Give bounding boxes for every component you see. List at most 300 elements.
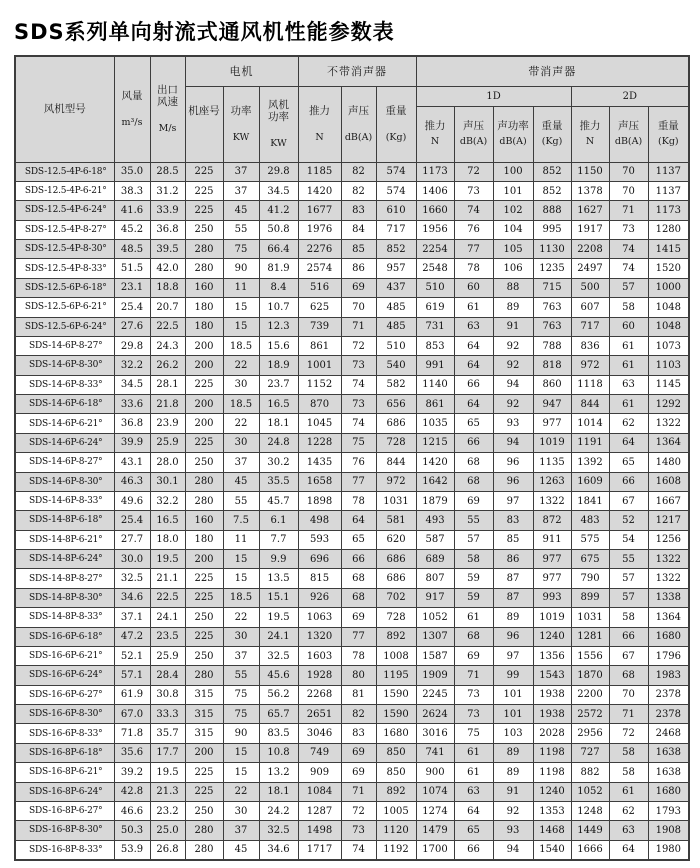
- value-cell: 82: [341, 162, 376, 181]
- value-cell: 68: [609, 666, 648, 685]
- value-cell: 15: [223, 298, 259, 317]
- table-row: [15, 550, 689, 569]
- value-cell: 68: [454, 627, 493, 646]
- value-cell: 250: [185, 453, 223, 472]
- value-cell: 102: [493, 201, 533, 220]
- value-cell: 1356: [533, 646, 571, 665]
- value-cell: 977: [533, 414, 571, 433]
- weight-unit: (Kg): [658, 136, 679, 147]
- value-cell: 74: [609, 259, 648, 278]
- model-cell: SDS-14-8P-8-27°: [15, 569, 114, 588]
- model-cell: SDS-12.5-6P-6-24°: [15, 317, 114, 336]
- value-cell: 1031: [571, 608, 609, 627]
- value-cell: 1217: [648, 511, 689, 530]
- value-cell: 34.6: [114, 588, 150, 607]
- value-cell: 15: [223, 317, 259, 336]
- value-cell: 30.1: [150, 472, 185, 491]
- outlet-velocity-label-line1: 出口: [157, 83, 178, 96]
- model-cell: SDS-14-6P-8-33°: [15, 375, 114, 394]
- value-cell: 24.2: [259, 801, 298, 820]
- value-cell: 225: [185, 162, 223, 181]
- value-cell: 96: [493, 453, 533, 472]
- value-cell: 32.2: [114, 356, 150, 375]
- value-cell: 280: [185, 821, 223, 840]
- value-cell: 25.0: [150, 821, 185, 840]
- value-cell: 972: [376, 472, 416, 491]
- model-cell: SDS-14-6P-6-18°: [15, 395, 114, 414]
- value-cell: 1019: [533, 608, 571, 627]
- value-cell: 47.2: [114, 627, 150, 646]
- value-cell: 1198: [533, 763, 571, 782]
- value-cell: 2574: [298, 259, 341, 278]
- value-cell: 1841: [571, 491, 609, 510]
- value-cell: 73: [341, 395, 376, 414]
- value-cell: 1660: [416, 201, 454, 220]
- model-cell: SDS-14-6P-8-33°: [15, 491, 114, 510]
- value-cell: 1406: [416, 181, 454, 200]
- value-cell: 807: [416, 569, 454, 588]
- value-cell: 1520: [648, 259, 689, 278]
- thrust-unit: N: [430, 136, 440, 147]
- value-cell: 24.1: [259, 627, 298, 646]
- value-cell: 45.6: [259, 666, 298, 685]
- value-cell: 59: [454, 588, 493, 607]
- value-cell: 75: [454, 724, 493, 743]
- value-cell: 1195: [376, 666, 416, 685]
- value-cell: 62: [609, 414, 648, 433]
- value-cell: 1556: [571, 646, 609, 665]
- value-cell: 1540: [533, 840, 571, 859]
- value-cell: 280: [185, 472, 223, 491]
- value-cell: 1680: [648, 627, 689, 646]
- value-cell: 105: [493, 240, 533, 259]
- value-cell: 18.8: [150, 278, 185, 297]
- col-header-sound-pressure: [341, 86, 376, 162]
- value-cell: 1215: [416, 433, 454, 452]
- value-cell: 250: [185, 646, 223, 665]
- col-header-fan-power: [259, 86, 298, 162]
- value-cell: 818: [533, 356, 571, 375]
- value-cell: 38.3: [114, 181, 150, 200]
- value-cell: 2268: [298, 685, 341, 704]
- value-cell: 1073: [648, 336, 689, 355]
- value-cell: 70: [609, 162, 648, 181]
- table-row: [15, 666, 689, 685]
- value-cell: 61: [454, 608, 493, 627]
- group-header-no-silencer: 不带消声器: [298, 56, 416, 86]
- table-row: [15, 840, 689, 859]
- value-cell: 61: [454, 298, 493, 317]
- value-cell: 85: [341, 240, 376, 259]
- model-cell: SDS-16-6P-6-21°: [15, 646, 114, 665]
- value-cell: 1796: [648, 646, 689, 665]
- value-cell: 19.5: [150, 550, 185, 569]
- value-cell: 656: [376, 395, 416, 414]
- value-cell: 13.2: [259, 763, 298, 782]
- value-cell: 844: [376, 453, 416, 472]
- value-cell: 1415: [648, 240, 689, 259]
- model-cell: SDS-16-6P-6-24°: [15, 666, 114, 685]
- value-cell: 68: [454, 472, 493, 491]
- table-row: [15, 375, 689, 394]
- value-cell: 1700: [416, 840, 454, 859]
- value-cell: 180: [185, 530, 223, 549]
- table-row: [15, 569, 689, 588]
- value-cell: 200: [185, 336, 223, 355]
- group-header-motor: 电机: [185, 56, 298, 86]
- value-cell: 87: [493, 588, 533, 607]
- thrust-unit: N: [315, 131, 324, 143]
- value-cell: 62: [609, 801, 648, 820]
- value-cell: 587: [416, 530, 454, 549]
- weight-unit: (Kg): [541, 136, 563, 147]
- value-cell: 728: [376, 608, 416, 627]
- value-cell: 485: [376, 317, 416, 336]
- value-cell: 1263: [533, 472, 571, 491]
- value-cell: 33.6: [114, 395, 150, 414]
- value-cell: 10.8: [259, 743, 298, 762]
- value-cell: 53.9: [114, 840, 150, 859]
- sound-pressure-label: 声压: [348, 104, 370, 117]
- value-cell: 717: [376, 220, 416, 239]
- value-cell: 2276: [298, 240, 341, 259]
- value-cell: 763: [533, 298, 571, 317]
- value-cell: 69: [341, 763, 376, 782]
- value-cell: 1338: [648, 588, 689, 607]
- page-title: SDS系列单向射流式通风机性能参数表: [14, 20, 395, 44]
- value-cell: 1717: [298, 840, 341, 859]
- value-cell: 45: [223, 840, 259, 859]
- value-cell: 25.4: [114, 298, 150, 317]
- value-cell: 702: [376, 588, 416, 607]
- table-row: [15, 685, 689, 704]
- value-cell: 91: [493, 782, 533, 801]
- value-cell: 27.6: [114, 317, 150, 336]
- value-cell: 1983: [648, 666, 689, 685]
- value-cell: 65.7: [259, 705, 298, 724]
- table-row: [15, 220, 689, 239]
- value-cell: 66.4: [259, 240, 298, 259]
- value-cell: 516: [298, 278, 341, 297]
- value-cell: 25.9: [150, 433, 185, 452]
- value-cell: 977: [533, 550, 571, 569]
- value-cell: 1140: [416, 375, 454, 394]
- value-cell: 2956: [571, 724, 609, 743]
- value-cell: 8.4: [259, 278, 298, 297]
- value-cell: 9.9: [259, 550, 298, 569]
- value-cell: 1256: [648, 530, 689, 549]
- table-row: [15, 433, 689, 452]
- value-cell: 101: [493, 685, 533, 704]
- model-cell: SDS-14-8P-8-33°: [15, 608, 114, 627]
- value-cell: 1658: [298, 472, 341, 491]
- value-cell: 1938: [533, 685, 571, 704]
- value-cell: 995: [533, 220, 571, 239]
- value-cell: 1793: [648, 801, 689, 820]
- value-cell: 25.4: [114, 511, 150, 530]
- value-cell: 21.1: [150, 569, 185, 588]
- value-cell: 1185: [298, 162, 341, 181]
- value-cell: 1609: [571, 472, 609, 491]
- power-label: 功率: [230, 104, 252, 117]
- col-header-1d-sound-pressure: [454, 106, 493, 162]
- value-cell: 19.5: [150, 763, 185, 782]
- value-cell: 70: [609, 181, 648, 200]
- value-cell: 83: [341, 724, 376, 743]
- value-cell: 58: [454, 550, 493, 569]
- value-cell: 1137: [648, 162, 689, 181]
- value-cell: 315: [185, 685, 223, 704]
- value-cell: 77: [454, 240, 493, 259]
- value-cell: 28.5: [150, 162, 185, 181]
- value-cell: 50.3: [114, 821, 150, 840]
- value-cell: 696: [298, 550, 341, 569]
- value-cell: 1879: [416, 491, 454, 510]
- value-cell: 1173: [648, 201, 689, 220]
- value-cell: 17.7: [150, 743, 185, 762]
- value-cell: 22: [223, 782, 259, 801]
- value-cell: 200: [185, 414, 223, 433]
- value-cell: 52: [609, 511, 648, 530]
- value-cell: 250: [185, 801, 223, 820]
- value-cell: 1008: [376, 646, 416, 665]
- value-cell: 160: [185, 511, 223, 530]
- value-cell: 250: [185, 608, 223, 627]
- col-header-2d-sound-pressure: [609, 106, 648, 162]
- value-cell: 607: [571, 298, 609, 317]
- value-cell: 57: [609, 588, 648, 607]
- value-cell: 1192: [376, 840, 416, 859]
- value-cell: 1320: [298, 627, 341, 646]
- value-cell: 1898: [298, 491, 341, 510]
- value-cell: 12.3: [259, 317, 298, 336]
- value-cell: 22.5: [150, 588, 185, 607]
- fan-power-unit: KW: [270, 137, 287, 149]
- value-cell: 1287: [298, 801, 341, 820]
- value-cell: 1449: [571, 821, 609, 840]
- model-cell: SDS-14-6P-8-27°: [15, 453, 114, 472]
- value-cell: 1480: [648, 453, 689, 472]
- model-cell: SDS-14-6P-8-30°: [15, 472, 114, 491]
- value-cell: 60: [609, 317, 648, 336]
- value-cell: 180: [185, 317, 223, 336]
- value-cell: 1274: [416, 801, 454, 820]
- value-cell: 72: [341, 801, 376, 820]
- value-cell: 485: [376, 298, 416, 317]
- value-cell: 2378: [648, 705, 689, 724]
- value-cell: 1031: [376, 491, 416, 510]
- value-cell: 18.5: [223, 336, 259, 355]
- value-cell: 11: [223, 530, 259, 549]
- value-cell: 83.5: [259, 724, 298, 743]
- value-cell: 46.3: [114, 472, 150, 491]
- value-cell: 10.7: [259, 298, 298, 317]
- value-cell: 1908: [648, 821, 689, 840]
- value-cell: 72: [454, 162, 493, 181]
- value-cell: 1938: [533, 705, 571, 724]
- value-cell: 94: [493, 840, 533, 859]
- value-cell: 1677: [298, 201, 341, 220]
- value-cell: 1048: [648, 317, 689, 336]
- value-cell: 93: [493, 821, 533, 840]
- value-cell: 280: [185, 259, 223, 278]
- model-cell: SDS-12.5-4P-6-18°: [15, 162, 114, 181]
- value-cell: 24.1: [150, 608, 185, 627]
- value-cell: 853: [416, 336, 454, 355]
- value-cell: 1322: [648, 569, 689, 588]
- value-cell: 225: [185, 782, 223, 801]
- value-cell: 81: [341, 685, 376, 704]
- model-cell: SDS-16-6P-6-27°: [15, 685, 114, 704]
- value-cell: 61: [454, 763, 493, 782]
- value-cell: 1045: [298, 414, 341, 433]
- value-cell: 250: [185, 220, 223, 239]
- value-cell: 73: [454, 181, 493, 200]
- value-cell: 1392: [571, 453, 609, 472]
- value-cell: 71: [341, 782, 376, 801]
- value-cell: 225: [185, 763, 223, 782]
- value-cell: 18.0: [150, 530, 185, 549]
- value-cell: 49.6: [114, 491, 150, 510]
- value-cell: 29.8: [259, 162, 298, 181]
- value-cell: 72: [609, 724, 648, 743]
- value-cell: 15.1: [259, 588, 298, 607]
- value-cell: 28.0: [150, 453, 185, 472]
- value-cell: 64: [454, 801, 493, 820]
- value-cell: 68: [454, 453, 493, 472]
- value-cell: 32.5: [259, 821, 298, 840]
- value-cell: 24.3: [150, 336, 185, 355]
- value-cell: 957: [376, 259, 416, 278]
- value-cell: 1420: [298, 181, 341, 200]
- col-header-thrust: [298, 86, 341, 162]
- table-body: [15, 162, 689, 860]
- value-cell: 1667: [648, 491, 689, 510]
- value-cell: 89: [493, 608, 533, 627]
- value-cell: 37.1: [114, 608, 150, 627]
- value-cell: 34.5: [259, 181, 298, 200]
- value-cell: 741: [416, 743, 454, 762]
- group-header-1d: 1D: [416, 86, 571, 106]
- value-cell: 41.6: [114, 201, 150, 220]
- value-cell: 37: [223, 453, 259, 472]
- value-cell: 6.1: [259, 511, 298, 530]
- value-cell: 200: [185, 550, 223, 569]
- value-cell: 180: [185, 298, 223, 317]
- value-cell: 71: [454, 666, 493, 685]
- value-cell: 37: [223, 181, 259, 200]
- value-cell: 728: [376, 433, 416, 452]
- value-cell: 200: [185, 743, 223, 762]
- value-cell: 675: [571, 550, 609, 569]
- value-cell: 74: [341, 375, 376, 394]
- value-cell: 57: [454, 530, 493, 549]
- table-row: [15, 763, 689, 782]
- value-cell: 42.8: [114, 782, 150, 801]
- value-cell: 575: [571, 530, 609, 549]
- value-cell: 69: [454, 491, 493, 510]
- value-cell: 65: [609, 453, 648, 472]
- table-row: [15, 724, 689, 743]
- value-cell: 85: [493, 530, 533, 549]
- value-cell: 23.1: [114, 278, 150, 297]
- value-cell: 3046: [298, 724, 341, 743]
- outlet-velocity-unit: M/s: [158, 122, 177, 134]
- value-cell: 89: [493, 298, 533, 317]
- value-cell: 73: [341, 821, 376, 840]
- value-cell: 1228: [298, 433, 341, 452]
- value-cell: 91: [493, 317, 533, 336]
- table-row: [15, 743, 689, 762]
- value-cell: 70: [609, 685, 648, 704]
- value-cell: 2378: [648, 685, 689, 704]
- table-row: [15, 259, 689, 278]
- value-cell: 59: [454, 569, 493, 588]
- value-cell: 1498: [298, 821, 341, 840]
- sound-pressure-label: 声压: [463, 120, 485, 132]
- value-cell: 686: [376, 414, 416, 433]
- value-cell: 61.9: [114, 685, 150, 704]
- value-cell: 35.6: [114, 743, 150, 762]
- value-cell: 28.1: [150, 375, 185, 394]
- value-cell: 850: [376, 763, 416, 782]
- value-cell: 1063: [298, 608, 341, 627]
- value-cell: 64: [609, 840, 648, 859]
- value-cell: 93: [493, 414, 533, 433]
- value-cell: 45.2: [114, 220, 150, 239]
- sound-power-unit: dB(A): [499, 136, 527, 147]
- value-cell: 46.6: [114, 801, 150, 820]
- value-cell: 888: [533, 201, 571, 220]
- value-cell: 15: [223, 763, 259, 782]
- value-cell: 21.3: [150, 782, 185, 801]
- value-cell: 89: [493, 763, 533, 782]
- value-cell: 39.2: [114, 763, 150, 782]
- model-cell: SDS-16-6P-6-18°: [15, 627, 114, 646]
- value-cell: 103: [493, 724, 533, 743]
- value-cell: 1137: [648, 181, 689, 200]
- value-cell: 749: [298, 743, 341, 762]
- value-cell: 27.7: [114, 530, 150, 549]
- value-cell: 30.8: [150, 685, 185, 704]
- value-cell: 30: [223, 801, 259, 820]
- value-cell: 917: [416, 588, 454, 607]
- value-cell: 31.2: [150, 181, 185, 200]
- value-cell: 1976: [298, 220, 341, 239]
- value-cell: 57.1: [114, 666, 150, 685]
- value-cell: 74: [609, 240, 648, 259]
- value-cell: 69: [341, 278, 376, 297]
- value-cell: 160: [185, 278, 223, 297]
- value-cell: 1152: [298, 375, 341, 394]
- value-cell: 225: [185, 627, 223, 646]
- value-cell: 61: [609, 782, 648, 801]
- value-cell: 61: [609, 336, 648, 355]
- value-cell: 1590: [376, 685, 416, 704]
- value-cell: 28.4: [150, 666, 185, 685]
- value-cell: 315: [185, 724, 223, 743]
- value-cell: 686: [376, 550, 416, 569]
- value-cell: 1292: [648, 395, 689, 414]
- model-cell: SDS-16-8P-8-30°: [15, 821, 114, 840]
- table-row: [15, 278, 689, 297]
- value-cell: 18.9: [259, 356, 298, 375]
- value-cell: 1001: [298, 356, 341, 375]
- value-cell: 82: [341, 705, 376, 724]
- value-cell: 882: [571, 763, 609, 782]
- value-cell: 71.8: [114, 724, 150, 743]
- value-cell: 75: [223, 705, 259, 724]
